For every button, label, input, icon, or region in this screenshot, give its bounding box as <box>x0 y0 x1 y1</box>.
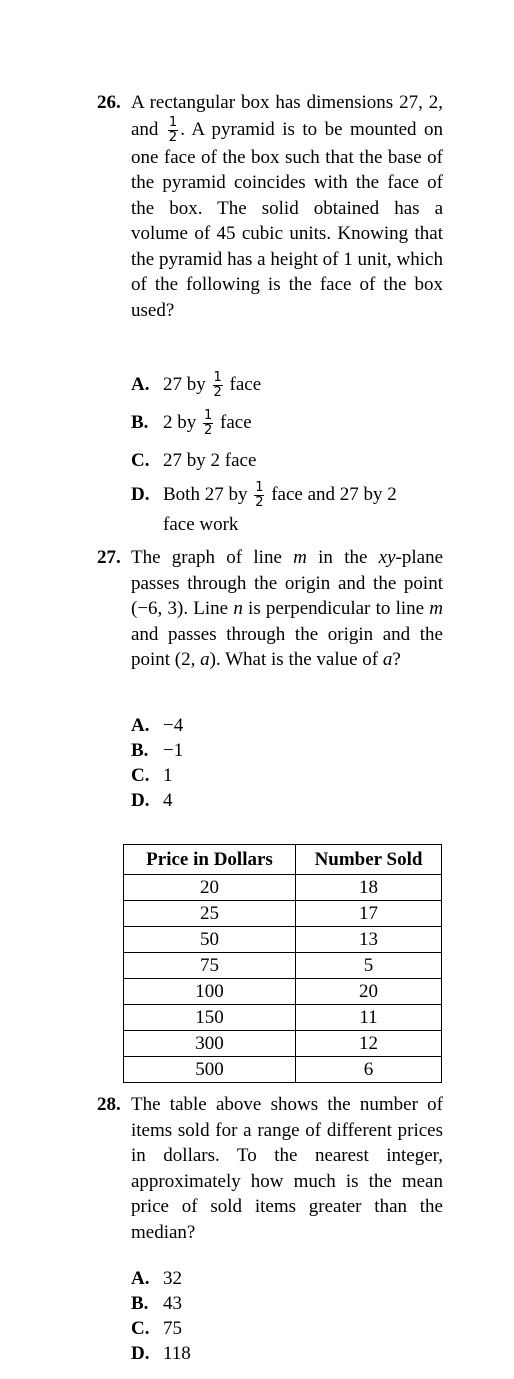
table-cell: 18 <box>296 875 442 901</box>
table-cell: 11 <box>296 1005 442 1031</box>
table-cell: 20 <box>124 875 296 901</box>
question-text-part: . A pyramid is to be mounted on one face of the box such that the base of the pyramid coincides with the face of the box. The solid obtained has a volume of 45 cubic units. Knowing that the pyramid has a height of 1 unit, which of the following is the face of the box used? <box>131 118 443 321</box>
table-row <box>124 1005 442 1031</box>
table-cell: 6 <box>296 1057 442 1083</box>
option-d[interactable]: D. 118 <box>131 1343 191 1364</box>
options-28 <box>131 1266 443 1366</box>
fraction: $\frac{1}{2}$ <box>255 480 264 511</box>
question-text <box>131 90 443 323</box>
table-cell: 500 <box>124 1057 296 1083</box>
option-b[interactable]: B. −1 <box>131 740 184 761</box>
table-cell: 20 <box>296 979 442 1005</box>
table-row <box>124 1031 442 1057</box>
question-number: 28. <box>97 1094 121 1115</box>
options-26 <box>131 366 443 540</box>
fraction: $\frac{1}{2}$ <box>213 370 222 401</box>
option-b[interactable]: B. 43 <box>131 1293 182 1314</box>
table-row <box>124 953 442 979</box>
table-cell: 50 <box>124 927 296 953</box>
table-header-row <box>124 845 442 875</box>
option-c[interactable]: C. 75 <box>131 1318 182 1339</box>
option-c[interactable]: C. 27 by 2 face <box>131 450 257 471</box>
table-cell: 100 <box>124 979 296 1005</box>
table-cell: 13 <box>296 927 442 953</box>
question-number: 27. <box>97 547 121 568</box>
option-a[interactable]: A. 27 by $\frac{1}{2}$ face <box>131 370 262 401</box>
column-header: Number Sold <box>296 845 442 875</box>
table-cell: 5 <box>296 953 442 979</box>
option-c[interactable]: C. 1 <box>131 765 173 786</box>
table-row <box>124 927 442 953</box>
option-b[interactable]: B. 2 by $\frac{1}{2}$ face <box>131 408 252 439</box>
question-26 <box>97 90 443 323</box>
question-text-part: A rectangular box has dimensions 27, 2, and <box>131 92 443 140</box>
question-number: 26. <box>97 92 121 113</box>
question-28 <box>97 1092 443 1245</box>
table-row <box>124 901 442 927</box>
table-row <box>124 875 442 901</box>
fraction: $\frac{1}{2}$ <box>168 114 178 145</box>
table-row <box>124 1057 442 1083</box>
question-text: The graph of line m in the xy-plane passes through the origin and the point (−6, 3). Line n is perpendicular to line m and passes through the origin and the point (2, a). What is the value of a? <box>131 547 444 670</box>
table-cell: 12 <box>296 1031 442 1057</box>
option-d[interactable]: D. Both 27 by $\frac{1}{2}$ face and 27 by 2 face work <box>131 480 397 536</box>
question-27 <box>97 545 443 673</box>
price-table <box>123 844 442 1083</box>
option-a[interactable]: A. 32 <box>131 1268 182 1289</box>
option-d[interactable]: D. 4 <box>131 790 173 811</box>
table-cell: 17 <box>296 901 442 927</box>
column-header: Price in Dollars <box>124 845 296 875</box>
table-row <box>124 979 442 1005</box>
table-cell: 300 <box>124 1031 296 1057</box>
fraction: $\frac{1}{2}$ <box>204 408 213 439</box>
options-27 <box>131 713 443 813</box>
question-text: The table above shows the number of items sold for a range of different prices in dollars. To the nearest integer, approximately how much is the mean price of sold items greater than the median? <box>131 1094 443 1243</box>
table-cell: 75 <box>124 953 296 979</box>
option-a[interactable]: A. −4 <box>131 715 184 736</box>
table-cell: 150 <box>124 1005 296 1031</box>
table-cell: 25 <box>124 901 296 927</box>
